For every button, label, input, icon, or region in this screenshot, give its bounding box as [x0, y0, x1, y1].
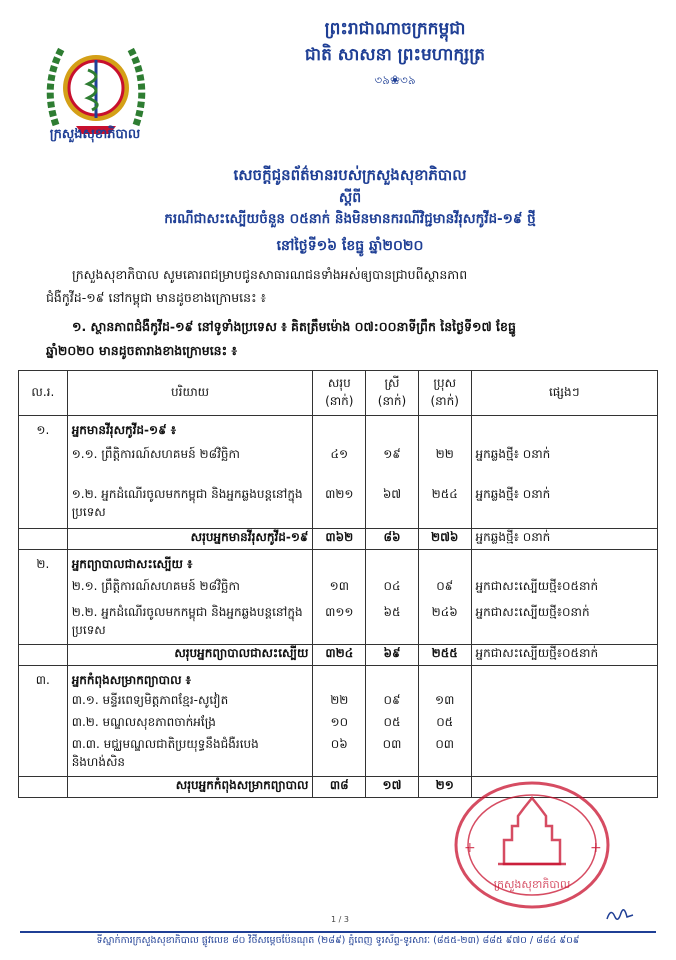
- summary-male: ២១: [418, 777, 471, 798]
- row-total: ៣១១: [313, 604, 366, 645]
- table-header-row: [19, 371, 658, 416]
- row-total: ៣២១: [313, 486, 366, 529]
- ornament-divider: ৩৯❀৩৯: [374, 73, 416, 87]
- row-desc: ២.២. អ្នកដំណើរចូលមកកម្ពុជា និងអ្នកឆ្លងបន្តនៅក្នុងប្រទេស: [67, 604, 313, 645]
- doc-title: សេចក្តីជូនព័ត៌មានរបស់ក្រសួងសុខាភិបាល: [233, 166, 467, 184]
- section-number: ៣.: [19, 666, 68, 777]
- row-other: អ្នកឆ្លងថ្មី៖ ០នាក់: [471, 446, 657, 486]
- row-female: ១៩: [366, 446, 419, 486]
- row-male: ០៩: [418, 578, 471, 604]
- signature-icon: [605, 905, 635, 925]
- footer-divider: [20, 931, 656, 933]
- summary-label: សរុបអ្នកព្យាបាលជាសះស្បើយ: [67, 645, 313, 666]
- row-female: ០៩: [366, 692, 419, 714]
- summary-female: ១៧: [366, 777, 419, 798]
- section-title: អ្នកមានវីរុសកូវីដ-១៩ ៖: [67, 416, 313, 447]
- table-row: [19, 666, 658, 693]
- summary-total: ៣២៤: [313, 645, 366, 666]
- row-other: អ្នកជាសះស្បើយថ្មី៖០នាក់: [471, 604, 657, 645]
- table-row: [19, 486, 658, 529]
- intro-line-1: ក្រសួងសុខាភិបាល សូមគោរពជម្រាបជូនសាធារណជនទាំងអស់ឲ្យបានជ្រាបពីស្ថានភាព: [72, 267, 468, 282]
- page-number: 1 / 3: [331, 915, 349, 924]
- summary-total: ៣៨: [313, 777, 366, 798]
- svg-text:+: +: [464, 840, 476, 856]
- svg-text:+: +: [590, 840, 602, 856]
- table-row: [19, 446, 658, 486]
- section-title: អ្នកកំពុងសម្រាកព្យាបាល ៖: [67, 666, 313, 693]
- section-heading-cont: ឆ្នាំ២០២០ មានដូចតារាងខាងក្រោមនេះ ៖: [46, 343, 237, 358]
- row-desc: ១.២. អ្នកដំណើរចូលមកកម្ពុជា និងអ្នកឆ្លងបន្តនៅក្នុងប្រទេស: [67, 486, 313, 529]
- table-row: [19, 736, 658, 777]
- ministry-name: ក្រសួងសុខាភិបាល: [49, 127, 141, 142]
- row-other: អ្នកឆ្លងថ្មី៖ ០នាក់: [471, 486, 657, 529]
- row-total: ២២: [313, 692, 366, 714]
- row-female: ០៤: [366, 578, 419, 604]
- table-row: [19, 416, 658, 447]
- summary-female: ៦៩: [366, 645, 419, 666]
- section-heading: ១. ស្ថានភាពជំងឺកូវីដ-១៩ នៅទូទាំងប្រទេស ៖ គិតត្រឹមម៉ោង ០៧:០០នាទីព្រឹក នៃថ្ងៃទី១៧ ខែធ្នូ: [72, 319, 516, 334]
- col-header-other: ផ្សេងៗ: [471, 371, 657, 416]
- covid-stats-table: [18, 370, 658, 798]
- table-row: [19, 550, 658, 579]
- row-other: អ្នកជាសះស្បើយថ្មី៖០៥នាក់: [471, 578, 657, 604]
- row-female: ០៥: [366, 714, 419, 736]
- col-header-total: សរុប (នាក់): [313, 371, 366, 416]
- summary-other: អ្នកជាសះស្បើយថ្មី៖០៥នាក់: [471, 645, 657, 666]
- col-header-no: ល.រ.: [19, 371, 68, 416]
- doc-title-about: ស្តីពី: [338, 190, 362, 206]
- doc-date: នៅថ្ងៃទី១៦ ខែធ្នូ ឆ្នាំ២០២០: [276, 238, 424, 254]
- section-title: អ្នកព្យាបាលជាសះស្បើយ ៖: [67, 550, 313, 579]
- summary-label: សរុបអ្នកមានវីរុសកូវីដ-១៩: [67, 529, 313, 550]
- row-female: ៦៥: [366, 604, 419, 645]
- section-number: ១.: [19, 416, 68, 529]
- row-male: ០៣: [418, 736, 471, 777]
- table-row: [19, 692, 658, 714]
- doc-subject: ករណីជាសះស្បើយចំនួន ០៥នាក់ និងមិនមានករណីវិជ្ជមានវីរុសកូវីដ-១៩ ថ្មី: [164, 211, 536, 227]
- nation-motto: ជាតិ សាសនា ព្រះមហាក្សត្រ: [304, 45, 486, 65]
- summary-label: សរុបអ្នកកំពុងសម្រាកព្យាបាល: [67, 777, 313, 798]
- row-desc: ៣.១. មន្ទីរពេទ្យមិត្តភាពខ្មែរ-សូវៀត: [67, 692, 313, 714]
- row-male: ២៥៤: [418, 486, 471, 529]
- col-header-male: ប្រុស (នាក់): [418, 371, 471, 416]
- summary-other: អ្នកឆ្លងថ្មី៖ ០នាក់: [471, 529, 657, 550]
- row-female: ៦៧: [366, 486, 419, 529]
- row-male: ២៤៦: [418, 604, 471, 645]
- col-header-female: ស្រី (នាក់): [366, 371, 419, 416]
- table-row: [19, 604, 658, 645]
- row-male: ០៥: [418, 714, 471, 736]
- table-row: [19, 714, 658, 736]
- section-number: ២.: [19, 550, 68, 645]
- row-total: ០៦: [313, 736, 366, 777]
- footer-address: ទីស្នាក់ការក្រសួងសុខាភិបាល ផ្លូវលេខ ៨០ វិថីសម្តេចប៉ែនណុត (២៨៩) ភ្នំពេញ ទូរស័ព្ទ-ទូរសារៈ (៨៥៥-២៣) ៨៨៥ ៩៧០ / ៨៨៤ ៩០៩: [96, 935, 580, 946]
- summary-male: ២៥៥: [418, 645, 471, 666]
- table-row: [19, 578, 658, 604]
- row-female: ០៣: [366, 736, 419, 777]
- row-total: ១០: [313, 714, 366, 736]
- summary-row: [19, 645, 658, 666]
- row-male: ១៣: [418, 692, 471, 714]
- kingdom-title: ព្រះរាជាណាចក្រកម្ពុជា: [324, 19, 466, 39]
- summary-male: ២៧៦: [418, 529, 471, 550]
- col-header-desc: បរិយាយ: [67, 371, 313, 416]
- row-total: ៤១: [313, 446, 366, 486]
- intro-line-2: ជំងឺកូវីដ-១៩ នៅកម្ពុជា មានដូចខាងក្រោមនេះ ៖: [46, 290, 267, 305]
- summary-row: [19, 529, 658, 550]
- row-male: ២២: [418, 446, 471, 486]
- row-desc: ១.១. ព្រឹត្តិការណ៍សហគមន៍ ២៨វិច្ឆិកា: [67, 446, 313, 486]
- row-desc: ២.១. ព្រឹត្តិការណ៍សហគមន៍ ២៨វិច្ឆិកា: [67, 578, 313, 604]
- summary-total: ៣៦២: [313, 529, 366, 550]
- row-desc: ៣.៣. មជ្ឈមណ្ឌលជាតិប្រយុទ្ធនឹងជំងឺរបេង និងហង់សិន: [67, 736, 313, 777]
- ministry-logo-icon: [36, 30, 156, 140]
- official-stamp-icon: [452, 780, 612, 910]
- row-desc: ៣.២. មណ្ឌលសុខភាពចាក់អង្រែ: [67, 714, 313, 736]
- summary-female: ៨៦: [366, 529, 419, 550]
- row-total: ១៣: [313, 578, 366, 604]
- stamp-text: ក្រសួងសុខាភិបាល: [493, 878, 571, 891]
